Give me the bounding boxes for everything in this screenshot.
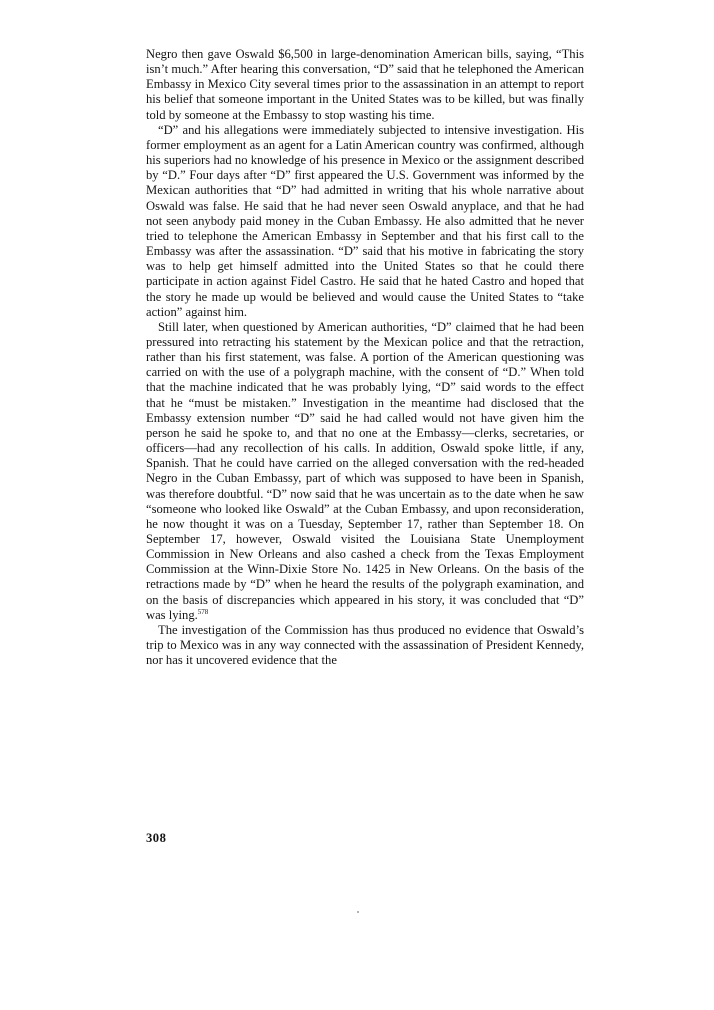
paragraph-2-text: “D” and his allegations were immediately subjected to intensive investigation. His former employment as an agent for a Latin American country was confirmed, although his superiors had no knowledge of his presence in Mexico or the assignment described by “D.” Four days after “D” first appeared the U.S. Government was informed by the Mexican authorities that “D” had admitted in writing that his whole narrative about Oswald was false. He said that he had never seen Oswald anyplace, and that he had not seen anybody paid money in the Cuban Embassy. He also admitted that he never tried to telephone the American Embassy in September and that his first call to the Embassy was after the assassination. “D” said that his motive in fabricating the story was to help get himself admitted into the United States so that he could there participate in action against Fidel Castro. He said that he hated Castro and hoped that the story he made up would be believed and would cause the United States to “take action” against him. <box>146 122 584 319</box>
paragraph-1-text: Negro then gave Oswald $6,500 in large-denomination American bills, saying, “This isn’t much.” After hearing this conversation, “D” said that he telephoned the American Embassy in Mexico City several times prior to the assassination in an attempt to report his belief that someone important in the United States was to be killed, but was finally told by someone at the Embassy to stop wasting his time. <box>146 47 584 122</box>
paragraph-4 <box>146 623 584 668</box>
paragraph-4-text: The investigation of the Commission has thus produced no evidence that Oswald’s trip to Mexico was in any way connected with the assassination of President Kennedy, nor has it uncovered evidence that the <box>146 622 584 668</box>
page-number: 308 <box>146 831 167 845</box>
paragraph-3-text: Still later, when questioned by American authorities, “D” claimed that he had been pressured into retracting his statement by the Mexican police and that the retraction, rather than his first statement, was false. A portion of the American questioning was carried on with the use of a polygraph machine, with the consent of “D.” When told that the machine indicated that he was probably lying, “D” said words to the effect that he “must be mistaken.” Investigation in the meantime had disclosed that the Embassy extension number “D” said he had called would not have given him the person he said he spoke to, and that no one at the Embassy—clerks, secretaries, or officers—had any recollection of his calls. In addition, Oswald spoke little, if any, Spanish. That he could have carried on the alleged conversation with the red-headed Negro in the Cuban Embassy, part of which was supposed to have been in Spanish, was therefore doubtful. “D” now said that he was uncertain as to the date when he saw “someone who looked like Oswald” at the Cuban Embassy, and upon reconsideration, he now thought it was on a Tuesday, September 17, rather than September 18. On September 17, however, Oswald visited the Louisiana State Unemployment Commission in New Orleans and also cashed a check from the Texas Employment Commission at the Winn-Dixie Store No. 1425 in New Orleans. On the basis of the retractions made by “D” when he heard the results of the polygraph examination, and on the basis of discrepancies which appeared in his story, it was concluded that “D” was lying. <box>146 319 584 622</box>
paragraph-3 <box>146 320 584 623</box>
footnote-reference: 578 <box>197 607 209 616</box>
scan-speck <box>357 911 359 913</box>
paragraph-1 <box>146 47 584 123</box>
body-text <box>146 47 584 668</box>
paragraph-2 <box>146 123 584 320</box>
